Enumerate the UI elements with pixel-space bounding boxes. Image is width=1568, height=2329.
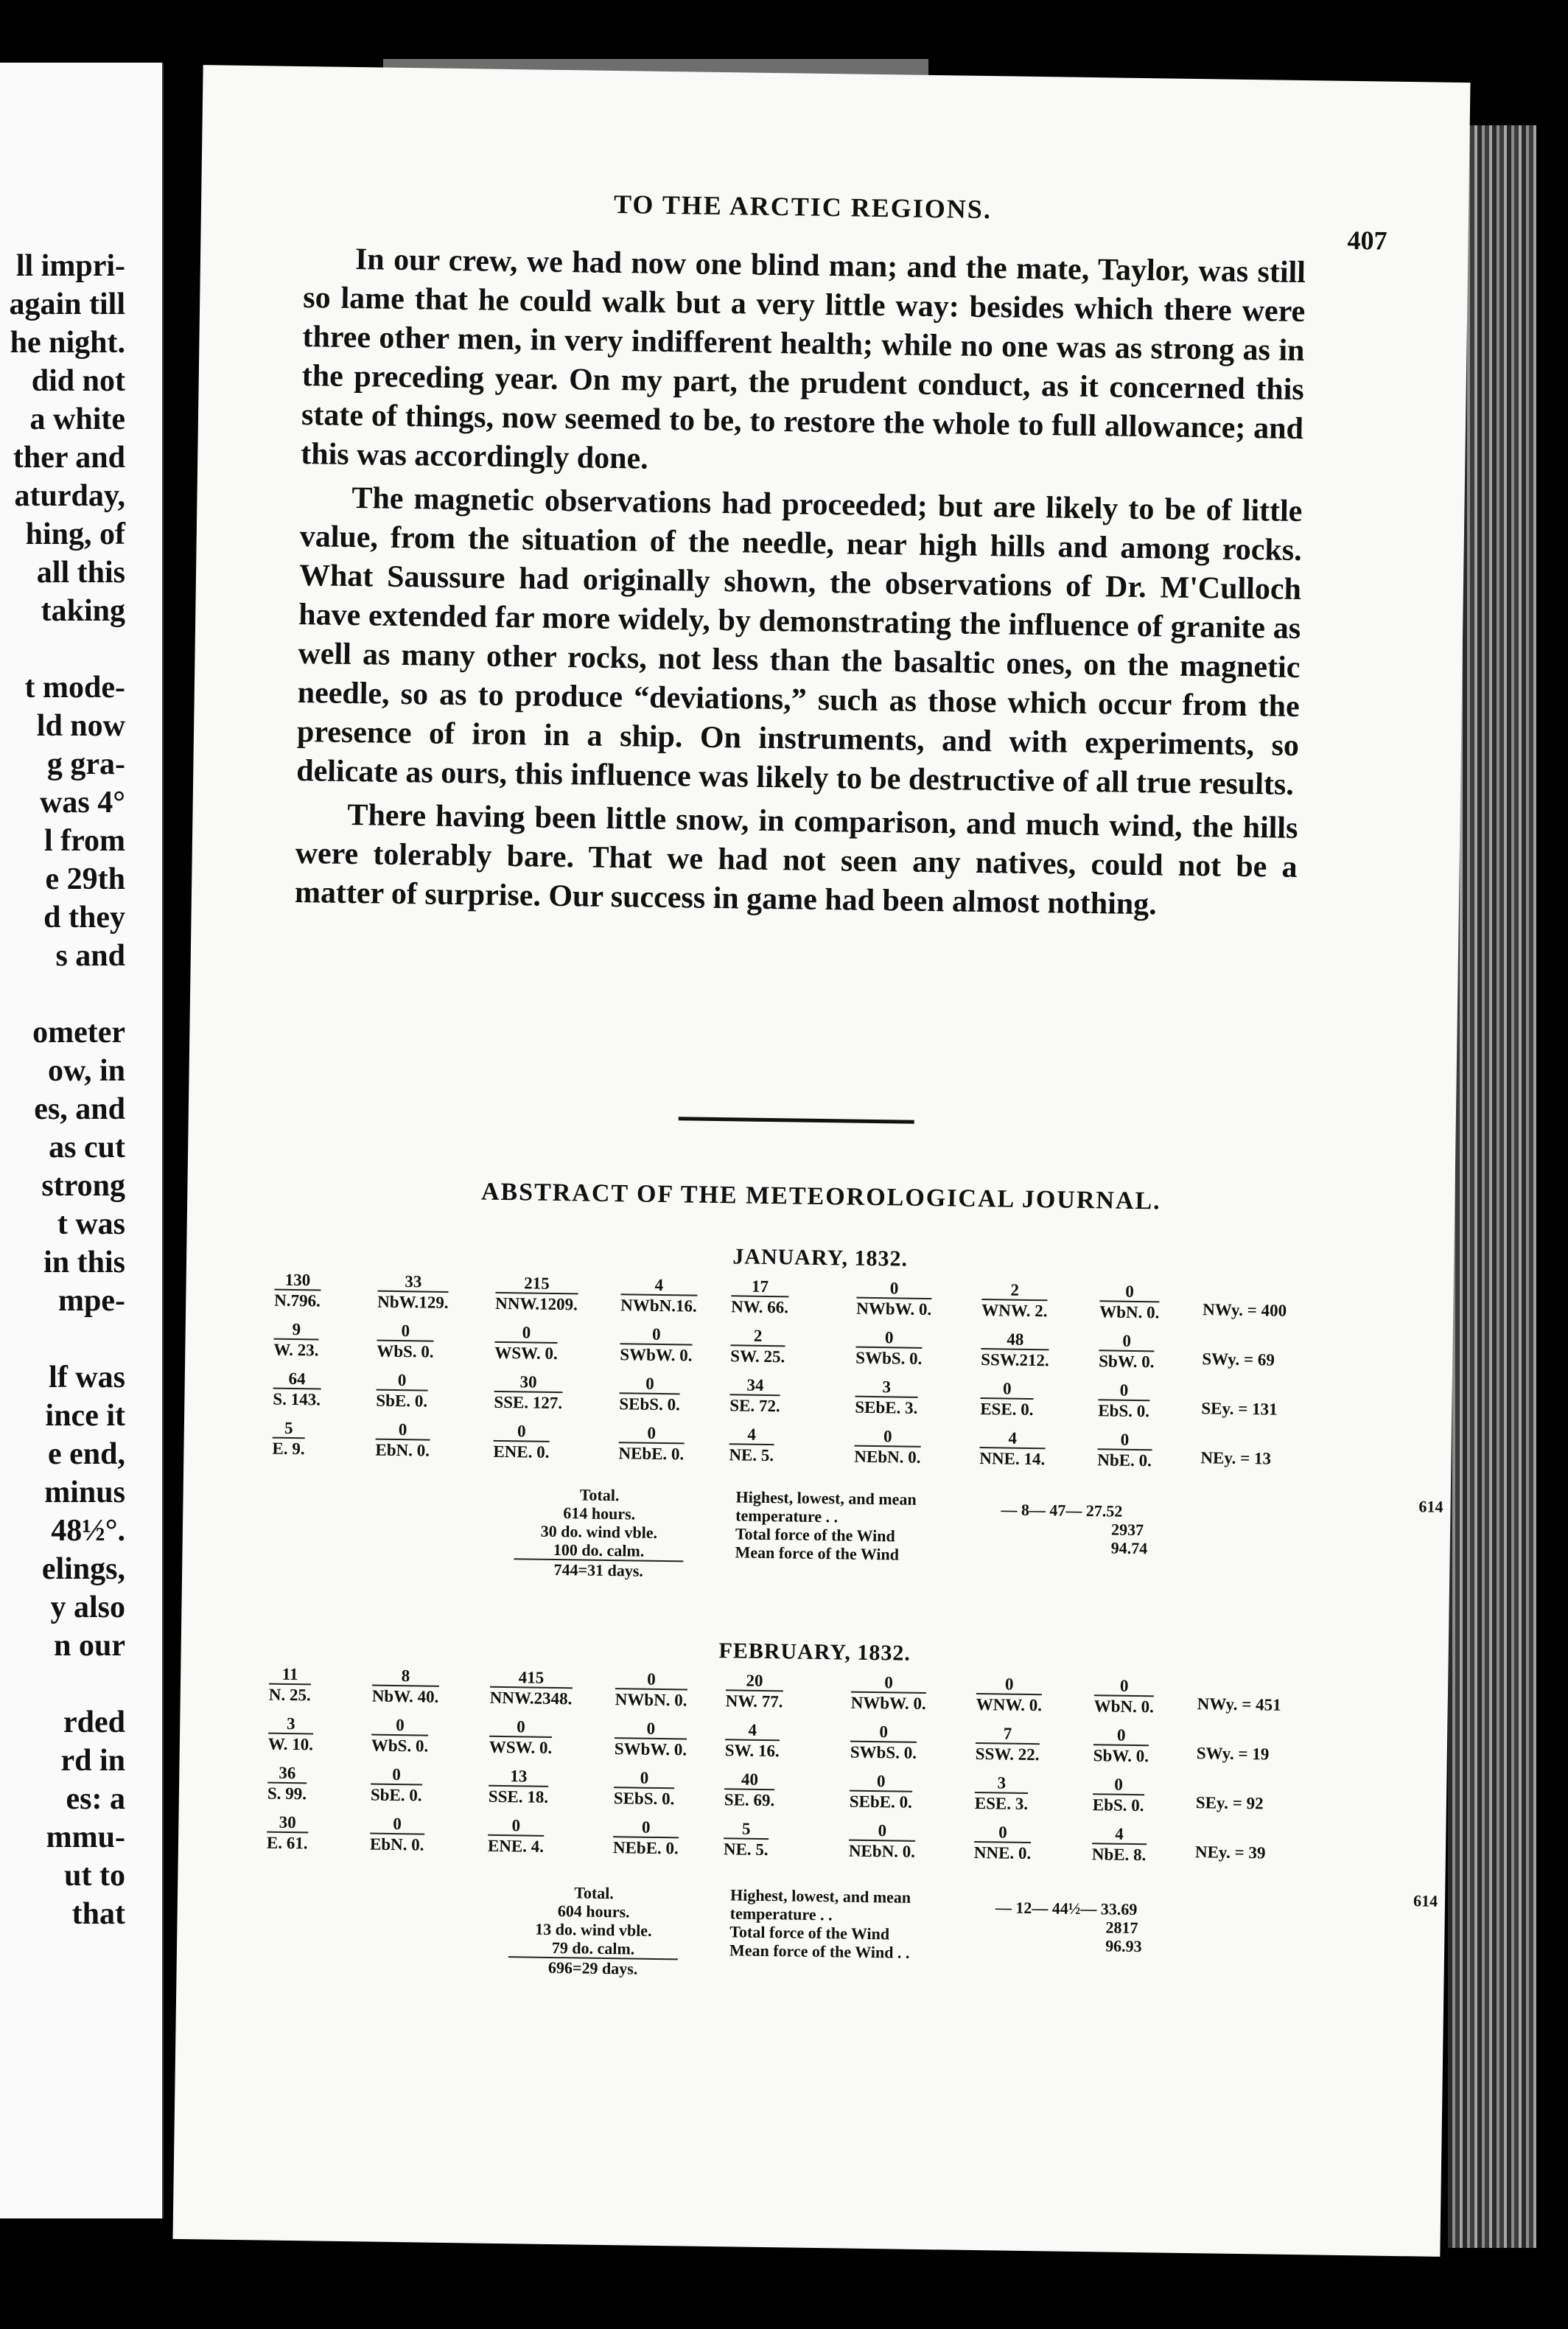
wind-cell bbox=[981, 1281, 1048, 1321]
wind-count: 4 bbox=[980, 1429, 1046, 1449]
wind-direction: SbE. 0. bbox=[376, 1391, 428, 1411]
left-line: 48½°. bbox=[51, 1514, 125, 1548]
wind-count: 0 bbox=[851, 1674, 926, 1694]
left-line: ld now bbox=[36, 709, 125, 743]
wind-count: 0 bbox=[1099, 1332, 1155, 1352]
left-line: mmu- bbox=[46, 1820, 125, 1854]
left-line: minus bbox=[44, 1476, 125, 1509]
summary-label: Highest, lowest, and mean bbox=[735, 1487, 917, 1509]
wind-cell bbox=[620, 1276, 697, 1316]
wind-direction: NbE. 0. bbox=[1097, 1450, 1152, 1470]
left-line: that bbox=[71, 1897, 125, 1931]
wind-cell bbox=[619, 1375, 680, 1415]
hours-line: 13 do. wind vble. bbox=[535, 1919, 652, 1940]
left-page-text bbox=[0, 247, 125, 1933]
wind-direction: EbN. 0. bbox=[369, 1834, 424, 1854]
wind-cell bbox=[850, 1773, 913, 1813]
wind-direction: NNE. 0. bbox=[973, 1843, 1032, 1863]
hours-line: 614 hours. bbox=[563, 1504, 636, 1523]
left-line: elings, bbox=[41, 1552, 125, 1586]
wind-count: 0 bbox=[488, 1817, 544, 1837]
wind-direction: SW. 16. bbox=[724, 1741, 780, 1761]
february-summary bbox=[509, 1882, 1246, 1978]
quadrant-sum: SWy. = 19 bbox=[1196, 1744, 1270, 1764]
wind-direction: W. 10. bbox=[267, 1734, 314, 1754]
wind-count: 3 bbox=[855, 1378, 918, 1398]
wind-count: 7 bbox=[976, 1725, 1040, 1745]
wind-direction: ESE. 3. bbox=[974, 1793, 1029, 1813]
summary-value: 2817 bbox=[1105, 1918, 1138, 1938]
wind-cell bbox=[974, 1823, 1032, 1864]
january-grand-total: 614 bbox=[1418, 1497, 1443, 1516]
left-line: was 4° bbox=[40, 786, 125, 820]
wind-cell bbox=[850, 1723, 917, 1764]
wind-direction: E. 61. bbox=[266, 1833, 308, 1853]
wind-count: 0 bbox=[614, 1769, 675, 1789]
left-line: did not bbox=[31, 364, 125, 398]
wind-direction: NNW.2348. bbox=[489, 1688, 573, 1708]
left-line: ince it bbox=[45, 1399, 125, 1433]
hours-line: 604 hours. bbox=[557, 1902, 630, 1921]
quadrant-sum: SEy. = 131 bbox=[1201, 1399, 1278, 1419]
wind-cell bbox=[273, 1321, 319, 1361]
wind-count: 0 bbox=[849, 1822, 915, 1842]
wind-count: 11 bbox=[269, 1666, 311, 1686]
body-text bbox=[295, 240, 1306, 926]
wind-direction: SWbW. 0. bbox=[614, 1739, 687, 1759]
wind-cell bbox=[613, 1818, 679, 1859]
wind-cell bbox=[1099, 1332, 1155, 1372]
wind-direction: WSW. 0. bbox=[494, 1343, 558, 1363]
wind-cell bbox=[724, 1770, 775, 1811]
wind-cell bbox=[495, 1274, 578, 1316]
wind-direction: SW. 25. bbox=[730, 1347, 785, 1366]
wind-count: 64 bbox=[273, 1370, 321, 1390]
wind-direction: W. 23. bbox=[273, 1340, 319, 1360]
wind-cell bbox=[726, 1672, 783, 1712]
january-wind-table bbox=[272, 1271, 1306, 1484]
wind-direction: ENE. 0. bbox=[493, 1442, 550, 1462]
wind-cell bbox=[274, 1271, 321, 1312]
wind-direction: SSW.212. bbox=[981, 1350, 1049, 1370]
left-line: ometer bbox=[32, 1016, 125, 1050]
wind-cell bbox=[979, 1429, 1046, 1470]
left-line bbox=[0, 1665, 125, 1703]
left-line: as cut bbox=[49, 1131, 125, 1164]
wind-cell bbox=[855, 1378, 918, 1419]
wind-direction: ESE. 0. bbox=[980, 1400, 1034, 1420]
left-line: e end, bbox=[48, 1437, 125, 1471]
wind-count: 4 bbox=[725, 1721, 780, 1741]
wind-direction: NEbE. 0. bbox=[612, 1838, 679, 1858]
hours-line: 696=29 days. bbox=[547, 1958, 638, 1978]
wind-count: 0 bbox=[850, 1773, 912, 1792]
wind-direction: NWbN.16. bbox=[620, 1296, 697, 1316]
left-line: t mode- bbox=[24, 671, 125, 705]
wind-count: 0 bbox=[377, 1322, 435, 1342]
wind-direction: NEbN. 0. bbox=[848, 1841, 916, 1861]
abstract-title: ABSTRACT OF THE METEOROLOGICAL JOURNAL. bbox=[480, 1178, 1161, 1215]
wind-count: 0 bbox=[1093, 1775, 1144, 1795]
wind-cell bbox=[849, 1822, 916, 1862]
february-wind-table bbox=[267, 1666, 1301, 1878]
wind-cell bbox=[269, 1666, 312, 1706]
wind-cell bbox=[273, 1370, 321, 1411]
wind-cell bbox=[371, 1717, 429, 1757]
left-line: ow, in bbox=[47, 1054, 125, 1088]
hours-summary bbox=[514, 1484, 685, 1580]
wind-cell bbox=[981, 1330, 1049, 1371]
wind-count: 0 bbox=[976, 1675, 1043, 1695]
wind-cell bbox=[376, 1372, 427, 1412]
wind-count: 0 bbox=[371, 1717, 429, 1736]
wind-cell bbox=[377, 1273, 449, 1313]
wind-direction: SWbW. 0. bbox=[620, 1345, 693, 1365]
wind-cell bbox=[975, 1774, 1029, 1815]
february-grand-total: 614 bbox=[1413, 1891, 1438, 1910]
left-line: g gra- bbox=[46, 747, 125, 781]
summary-value: 2937 bbox=[1110, 1520, 1144, 1540]
hours-line: Total. bbox=[579, 1485, 620, 1505]
wind-direction: EbS. 0. bbox=[1092, 1795, 1144, 1815]
section-rule bbox=[679, 1117, 914, 1123]
wind-direction: SbE. 0. bbox=[370, 1785, 422, 1805]
wind-count: 0 bbox=[613, 1818, 679, 1838]
wind-cell bbox=[614, 1769, 675, 1809]
wind-count: 5 bbox=[724, 1820, 769, 1840]
wind-count: 2 bbox=[730, 1327, 785, 1347]
temperature-labels bbox=[729, 1885, 995, 1963]
summary-label: Highest, lowest, and mean bbox=[729, 1885, 911, 1907]
wind-cell bbox=[268, 1715, 314, 1756]
wind-count: 0 bbox=[494, 1422, 550, 1442]
wind-cell bbox=[1092, 1825, 1147, 1865]
paragraph: There having been little snow, in comparison, and much wind, the hills were tolerably bare. That we had not seen any natives, could not be a matter of surprise. Our success in game had been almost nothing. bbox=[294, 797, 1298, 922]
wind-direction: S. 143. bbox=[273, 1389, 321, 1409]
wind-count: 0 bbox=[855, 1428, 921, 1448]
hours-line: 744=31 days. bbox=[553, 1560, 644, 1580]
wind-count: 33 bbox=[377, 1273, 449, 1293]
quadrant-sum: SWy. = 69 bbox=[1202, 1349, 1275, 1369]
wind-count: 0 bbox=[1098, 1431, 1152, 1450]
wind-cell bbox=[371, 1766, 422, 1806]
wind-count: 0 bbox=[370, 1815, 424, 1835]
wind-cell bbox=[615, 1719, 687, 1760]
left-line: rd in bbox=[60, 1744, 125, 1778]
wind-cell bbox=[855, 1329, 923, 1369]
wind-cell bbox=[730, 1327, 785, 1367]
left-line: s and bbox=[55, 939, 125, 973]
wind-cell bbox=[489, 1767, 549, 1808]
wind-count: 20 bbox=[726, 1672, 783, 1691]
wind-direction: NbE. 8. bbox=[1091, 1845, 1147, 1865]
quadrant-sum: SEy. = 92 bbox=[1195, 1793, 1264, 1813]
wind-direction: NNE. 14. bbox=[979, 1449, 1046, 1469]
wind-count: 36 bbox=[267, 1764, 307, 1784]
temperature-labels bbox=[735, 1487, 1001, 1565]
left-line bbox=[0, 630, 125, 668]
wind-cell bbox=[620, 1325, 693, 1366]
wind-direction: ENE. 4. bbox=[487, 1836, 545, 1856]
wind-direction: SbW. 0. bbox=[1099, 1352, 1155, 1372]
wind-count: 0 bbox=[620, 1325, 693, 1345]
wind-count: 13 bbox=[489, 1767, 549, 1787]
wind-count: 0 bbox=[615, 1719, 687, 1739]
wind-cell bbox=[729, 1425, 774, 1466]
wind-count: 0 bbox=[376, 1421, 430, 1441]
paragraph: The magnetic observations had proceeded; but are likely to be of little value, from the situation of the needle, near high hills and among rocks. What Saussure had originally shown, the observations of Dr. M'Culloch have extended far more widely, by demonstrating the influence of granite as well as many other rocks, not less than the basaltic ones, on the magnetic needle, so as to produce “deviations,” such as those which occur from the presence of iron in a ship. On instruments, and with experiments, so delicate as ours, this influence was likely to be destructive of all true results. bbox=[295, 481, 1303, 802]
wind-count: 215 bbox=[495, 1274, 578, 1295]
wind-direction: NWbW. 0. bbox=[856, 1299, 932, 1319]
page-number: 407 bbox=[1347, 225, 1387, 256]
wind-direction: WbS. 0. bbox=[371, 1736, 429, 1756]
wind-cell bbox=[494, 1373, 562, 1414]
left-line bbox=[0, 975, 125, 1013]
wind-count: 0 bbox=[1093, 1726, 1149, 1746]
wind-count: 40 bbox=[724, 1770, 775, 1790]
summary-value: — 12— 44½— 33.69 bbox=[995, 1898, 1138, 1919]
quadrant-sum: NEy. = 13 bbox=[1200, 1448, 1272, 1468]
left-line: again till bbox=[9, 287, 125, 321]
wind-direction: NW. 77. bbox=[725, 1691, 783, 1711]
wind-count: 4 bbox=[729, 1425, 774, 1445]
wind-direction: NNW.1209. bbox=[495, 1293, 578, 1314]
wind-cell bbox=[1098, 1381, 1149, 1422]
wind-direction: WbS. 0. bbox=[377, 1341, 434, 1361]
wind-count: 34 bbox=[730, 1376, 781, 1396]
wind-count: 415 bbox=[490, 1669, 573, 1689]
wind-direction: N.796. bbox=[274, 1291, 321, 1310]
wind-direction: EbN. 0. bbox=[375, 1440, 430, 1460]
summary-label: Mean force of the Wind . . bbox=[729, 1941, 910, 1962]
left-line: all this bbox=[36, 556, 125, 590]
wind-count: 0 bbox=[855, 1329, 922, 1349]
wind-cell bbox=[372, 1667, 439, 1708]
wind-count: 0 bbox=[1099, 1282, 1160, 1302]
wind-direction: SE. 72. bbox=[729, 1396, 780, 1416]
february-title: FEBRUARY, 1832. bbox=[718, 1638, 911, 1666]
left-line: e 29th bbox=[45, 862, 125, 896]
wind-direction: SSW. 22. bbox=[975, 1744, 1040, 1764]
wind-cell bbox=[980, 1380, 1034, 1420]
january-summary bbox=[515, 1484, 1252, 1580]
left-line: ther and bbox=[13, 441, 125, 475]
left-line: d they bbox=[43, 901, 125, 935]
wind-direction: NWbN. 0. bbox=[615, 1690, 687, 1710]
wind-direction: WbN. 0. bbox=[1093, 1697, 1155, 1717]
wind-direction: NE. 5. bbox=[729, 1445, 774, 1465]
wind-count: 0 bbox=[377, 1372, 428, 1392]
wind-cell bbox=[370, 1815, 424, 1856]
wind-cell bbox=[375, 1421, 430, 1462]
wind-direction: WNW. 2. bbox=[981, 1301, 1048, 1321]
wind-cell bbox=[494, 1324, 558, 1364]
wind-direction: E. 9. bbox=[272, 1439, 305, 1459]
wind-count: 30 bbox=[494, 1373, 563, 1393]
wind-cell bbox=[729, 1376, 780, 1417]
wind-cell bbox=[1094, 1677, 1155, 1717]
wind-cell bbox=[615, 1670, 688, 1711]
left-line: lf was bbox=[49, 1361, 125, 1394]
summary-value: — 8— 47— 27.52 bbox=[1001, 1500, 1123, 1520]
wind-cell bbox=[267, 1764, 307, 1805]
wind-count: 0 bbox=[371, 1766, 422, 1786]
wind-direction: N. 25. bbox=[268, 1685, 311, 1705]
wind-direction: NbW. 40. bbox=[371, 1686, 439, 1706]
wind-cell bbox=[377, 1322, 434, 1363]
wind-direction: SSE. 18. bbox=[488, 1787, 549, 1806]
left-line: ll impri- bbox=[15, 249, 125, 283]
left-line: mpe- bbox=[58, 1284, 125, 1318]
wind-count: 48 bbox=[981, 1330, 1049, 1350]
wind-count: 0 bbox=[850, 1723, 917, 1743]
wind-direction: S. 99. bbox=[267, 1784, 307, 1804]
left-line: rded bbox=[63, 1705, 125, 1739]
wind-direction: NEbE. 0. bbox=[618, 1444, 685, 1464]
left-line: hing, of bbox=[25, 517, 125, 551]
hours-line: 30 do. wind vble. bbox=[540, 1521, 658, 1542]
left-line: t was bbox=[57, 1207, 125, 1241]
wind-cell bbox=[489, 1718, 553, 1759]
wind-count: 0 bbox=[495, 1324, 559, 1344]
quadrant-sum: NEy. = 39 bbox=[1194, 1843, 1266, 1862]
wind-count: 8 bbox=[372, 1667, 439, 1687]
wind-count: 9 bbox=[274, 1321, 319, 1341]
wind-direction: SWbS. 0. bbox=[850, 1742, 917, 1762]
paragraph: In our crew, we had now one blind man; and the mate, Taylor, was still so lame that he could walk but a very little way: besides which there were three other men, in very indifferent health; while no one was as strong as in the preceding year. On my part, the prudent conduct, as it concerned this state of things, now seemed to be, to restore the whole to full allowance; and this was accordingly done. bbox=[300, 242, 1306, 476]
wind-direction: SSE. 127. bbox=[494, 1392, 563, 1413]
left-line: es, and bbox=[34, 1092, 125, 1126]
wind-cell bbox=[1097, 1431, 1152, 1471]
wind-direction: SEbS. 0. bbox=[613, 1789, 675, 1809]
wind-direction: NE. 5. bbox=[723, 1840, 769, 1860]
wind-direction: NbW.129. bbox=[377, 1292, 449, 1312]
wind-direction: WSW. 0. bbox=[489, 1737, 553, 1757]
wind-count: 130 bbox=[274, 1271, 321, 1291]
wind-cell bbox=[1099, 1282, 1160, 1323]
wind-cell bbox=[851, 1674, 927, 1714]
wind-cell bbox=[493, 1422, 550, 1463]
wind-direction: SEbS. 0. bbox=[619, 1394, 681, 1414]
running-head: TO THE ARCTIC REGIONS. bbox=[613, 189, 993, 225]
wind-cell bbox=[724, 1820, 769, 1860]
wind-cell bbox=[854, 1428, 921, 1468]
wind-cell bbox=[976, 1725, 1040, 1765]
wind-count: 0 bbox=[974, 1823, 1032, 1843]
wind-cell bbox=[1093, 1726, 1149, 1767]
left-line: taking bbox=[41, 594, 125, 628]
wind-cell bbox=[618, 1424, 685, 1464]
wind-direction: EbS. 0. bbox=[1098, 1401, 1150, 1421]
wind-count: 30 bbox=[267, 1814, 308, 1834]
wind-cell bbox=[267, 1814, 308, 1854]
left-line: n our bbox=[54, 1629, 125, 1663]
quadrant-sum: NWy. = 400 bbox=[1203, 1300, 1287, 1320]
wind-direction: WNW. 0. bbox=[976, 1695, 1043, 1715]
wind-direction: SEbE. 3. bbox=[855, 1397, 918, 1417]
left-line: es: a bbox=[66, 1782, 125, 1816]
wind-direction: NWbW. 0. bbox=[850, 1693, 926, 1714]
left-page bbox=[0, 63, 164, 2218]
wind-cell bbox=[490, 1669, 573, 1710]
summary-label: Total force of the Wind bbox=[729, 1922, 890, 1944]
wind-count: 3 bbox=[975, 1774, 1029, 1794]
wind-direction: NEbN. 0. bbox=[854, 1447, 921, 1467]
summary-value: 94.74 bbox=[1110, 1538, 1148, 1558]
wind-count: 4 bbox=[1092, 1825, 1147, 1845]
wind-count: 0 bbox=[619, 1424, 685, 1444]
left-line: ut to bbox=[64, 1859, 125, 1893]
wind-cell bbox=[1093, 1775, 1144, 1816]
hours-line: 79 do. calm. bbox=[508, 1938, 678, 1960]
left-line: l from bbox=[43, 824, 125, 858]
left-line: a white bbox=[29, 402, 125, 436]
wind-count: 3 bbox=[268, 1715, 313, 1735]
wind-direction: SWbS. 0. bbox=[855, 1348, 923, 1368]
wind-count: 0 bbox=[1094, 1677, 1155, 1697]
hours-summary bbox=[508, 1882, 679, 1978]
wind-count: 5 bbox=[273, 1420, 305, 1439]
wind-cell bbox=[856, 1279, 932, 1320]
left-line: in this bbox=[43, 1246, 125, 1279]
wind-count: 0 bbox=[856, 1279, 931, 1299]
summary-label: Mean force of the Wind bbox=[735, 1543, 900, 1564]
hours-line: 100 do. calm. bbox=[514, 1540, 683, 1562]
wind-direction: WbN. 0. bbox=[1099, 1302, 1160, 1322]
wind-count: 0 bbox=[981, 1380, 1035, 1400]
hours-line: Total. bbox=[574, 1883, 615, 1903]
wind-cell bbox=[272, 1420, 305, 1460]
left-line: he night. bbox=[10, 326, 125, 360]
summary-label: temperature . . bbox=[729, 1904, 833, 1924]
wind-cell bbox=[731, 1277, 788, 1318]
wind-cell bbox=[725, 1721, 780, 1761]
summary-value: 96.93 bbox=[1105, 1936, 1142, 1956]
left-line: aturday, bbox=[14, 479, 125, 513]
wind-cell bbox=[488, 1817, 545, 1857]
quadrant-sum: NWy. = 451 bbox=[1197, 1694, 1281, 1714]
summary-label: temperature . . bbox=[735, 1506, 839, 1526]
wind-count: 0 bbox=[615, 1670, 687, 1690]
wind-count: 0 bbox=[1098, 1381, 1149, 1401]
wind-direction: SE. 69. bbox=[724, 1790, 775, 1810]
wind-direction: NW. 66. bbox=[731, 1297, 789, 1317]
temperature-values bbox=[995, 1889, 1231, 1956]
left-line bbox=[0, 1320, 125, 1358]
wind-direction: SbW. 0. bbox=[1093, 1746, 1149, 1766]
summary-label: Total force of the Wind bbox=[735, 1524, 895, 1546]
temperature-values bbox=[1001, 1491, 1237, 1558]
wind-count: 0 bbox=[489, 1718, 553, 1738]
wind-count: 4 bbox=[620, 1276, 697, 1296]
wind-direction: SEbE. 0. bbox=[849, 1792, 913, 1812]
january-title: JANUARY, 1832. bbox=[732, 1244, 909, 1271]
wind-count: 2 bbox=[981, 1281, 1048, 1301]
wind-count: 0 bbox=[620, 1375, 681, 1394]
main-page bbox=[172, 65, 1470, 2257]
left-line: y also bbox=[50, 1591, 125, 1624]
wind-count: 17 bbox=[731, 1277, 788, 1297]
wind-cell bbox=[976, 1675, 1043, 1716]
left-line: strong bbox=[41, 1169, 125, 1203]
